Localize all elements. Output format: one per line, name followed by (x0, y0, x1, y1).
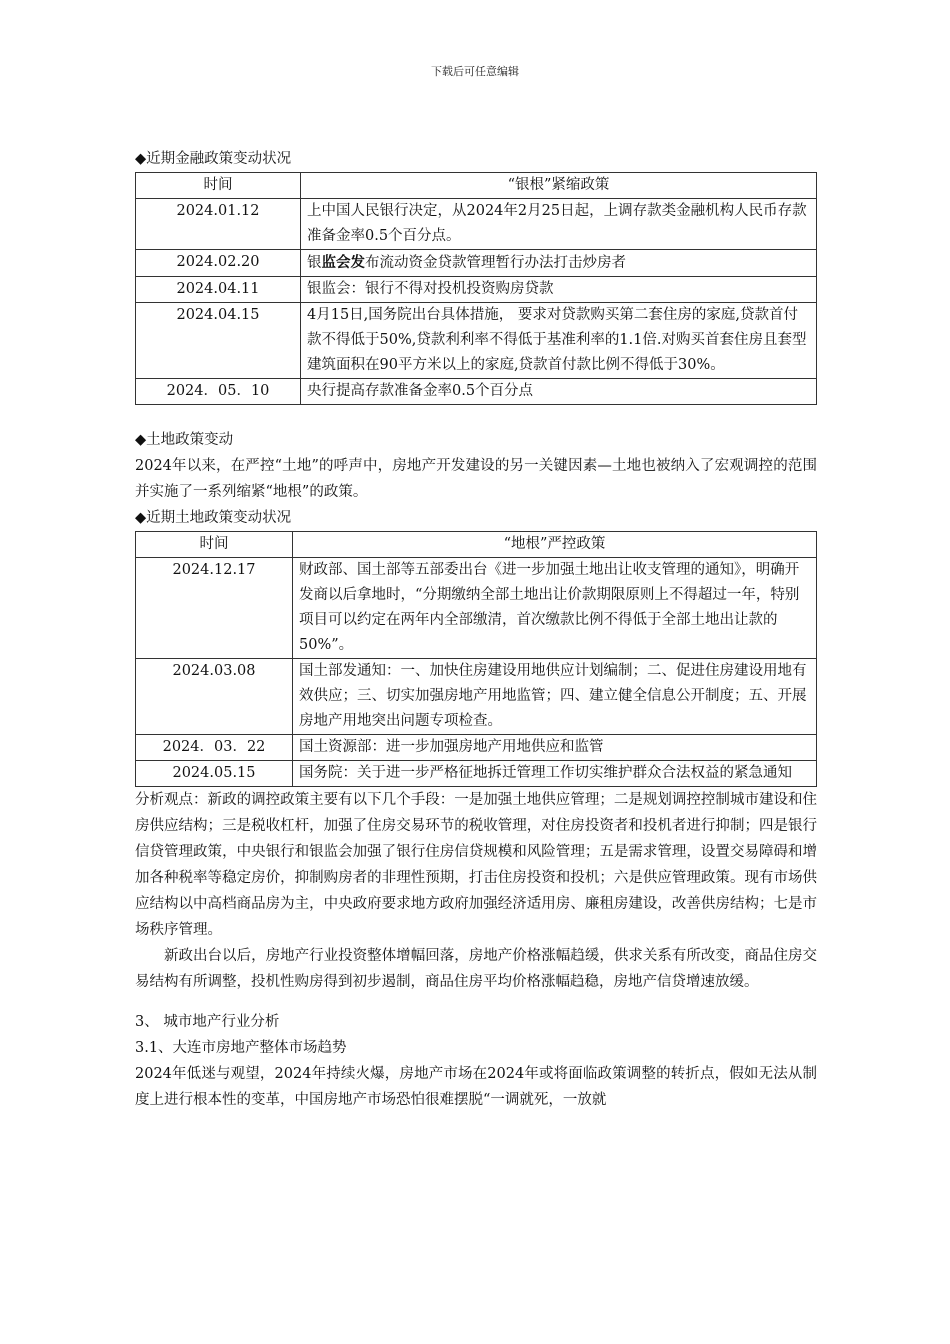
land-table-title: ◆近期土地政策变动状况 (135, 510, 292, 526)
market-trend-paragraph: 2024年低迷与观望，2024年持续火爆，房地产市场在2024年或将面临政策调整的转折点，假如无法从制度上进行根本性的变革，中国房地产市场恐怕很难摆脱“一调就死，一放就 (135, 1066, 817, 1108)
row-date: 2024.02.20 (136, 250, 301, 277)
row-policy-text: 4月15日,国务院出台具体措施， 要求对贷款购买第二套住房的家庭,贷款首付款不得低于50%,贷款利利率不得低于基准利率的1.1倍.对购买首套住房且套型建筑面积在90平方米以上的家庭,贷款首付款比例不得低于30%。 (301, 303, 817, 379)
page-header-note: 下载后可任意编辑 (431, 65, 519, 78)
land-intro-paragraph: 2024年以来，在严控“土地”的呼声中，房地产开发建设的另一关键因素—土地也被纳入了宏观调控的范围并实施了一系列缩紧“地根”的政策。 (135, 458, 817, 500)
finance-policy-table (135, 172, 817, 405)
policy-text-end: 布流动资金贷款管理暂行办法打击炒房者 (365, 255, 626, 271)
row-date: 2024．03．22 (136, 735, 293, 761)
table-row (136, 735, 817, 761)
table-header-row (136, 532, 817, 558)
table-row (136, 379, 817, 405)
table-row (136, 659, 817, 735)
row-policy-text: 银监会：银行不得对投机投资购房贷款 (301, 277, 817, 303)
table-row (136, 250, 817, 277)
row-policy-text: 国土部发通知：一、加快住房建设用地供应计划编制；二、促进住房建设用地有效供应；三、切实加强房地产用地监管；四、建立健全信息公开制度；五、开展房地产用地突出问题专项检查。 (293, 659, 817, 735)
row-date: 2024.03.08 (136, 659, 293, 735)
table-row (136, 558, 817, 659)
table-row (136, 199, 817, 250)
table-row (136, 761, 817, 787)
row-date: 2024.05.15 (136, 761, 293, 787)
row-date: 2024.01.12 (136, 199, 301, 250)
row-policy-text: 央行提高存款准备金率0.5个百分点 (301, 379, 817, 405)
subsection-heading: 3.1、大连市房地产整体市场趋势 (135, 1040, 347, 1056)
policy-text-bold: 监会发 (321, 254, 365, 271)
outcome-paragraph: 新政出台以后，房地产行业投资整体增幅回落，房地产价格涨幅趋缓，供求关系有所改变，商品住房交易结构有所调整，投机性购房得到初步遏制，商品住房平均价格涨幅趋稳，房地产信贷增速放缓。 (135, 948, 817, 990)
column-header-policy: “地根”严控政策 (293, 532, 817, 558)
table-row (136, 303, 817, 379)
row-policy-text: 上中国人民银行决定，从2024年2月25日起，上调存款类金融机构人民币存款准备金率0.5个百分点。 (301, 199, 817, 250)
row-date: 2024.12.17 (136, 558, 293, 659)
row-policy-text: 国务院：关于进一步严格征地拆迁管理工作切实维护群众合法权益的紧急通知 (293, 761, 817, 787)
row-date: 2024.04.11 (136, 277, 301, 303)
finance-table-title: ◆近期金融政策变动状况 (135, 151, 292, 167)
row-date: 2024．05．10 (136, 379, 301, 405)
column-header-time: 时间 (136, 173, 301, 199)
row-policy-text: 国土资源部：进一步加强房地产用地供应和监管 (293, 735, 817, 761)
table-header-row (136, 173, 817, 199)
policy-text-start: 银 (307, 255, 322, 271)
land-section-title: ◆土地政策变动 (135, 432, 234, 448)
row-date: 2024.04.15 (136, 303, 301, 379)
section-heading: 3、 城市地产行业分析 (135, 1014, 280, 1030)
document-body (135, 146, 817, 1113)
row-policy-text: 财政部、国土部等五部委出台《进一步加强土地出让收支管理的通知》，明确开发商以后拿地时，“分期缴纳全部土地出让价款期限原则上不得超过一年，特别项目可以约定在两年内全部缴清，首次缴款比例不得低于全部土地出让款的50%”。 (293, 558, 817, 659)
row-policy-text (301, 250, 817, 277)
table-row (136, 277, 817, 303)
column-header-policy: “银根”紧缩政策 (301, 173, 817, 199)
analysis-paragraph: 分析观点：新政的调控政策主要有以下几个手段：一是加强土地供应管理；二是规划调控控制城市建设和住房供应结构；三是税收杠杆，加强了住房交易环节的税收管理，对住房投资者和投机者进行抑制；四是银行信贷管理政策，中央银行和银监会加强了银行住房信贷规模和风险管理；五是需求管理，设置交易障碍和增加各种税率等稳定房价，抑制购房者的非理性预期，打击住房投资和投机；六是供应管理政策。现有市场供应结构以中高档商品房为主，中央政府要求地方政府加强经济适用房、廉租房建设，改善供房结构；七是市场秩序管理。 (135, 792, 817, 938)
land-policy-table (135, 531, 817, 787)
column-header-time: 时间 (136, 532, 293, 558)
